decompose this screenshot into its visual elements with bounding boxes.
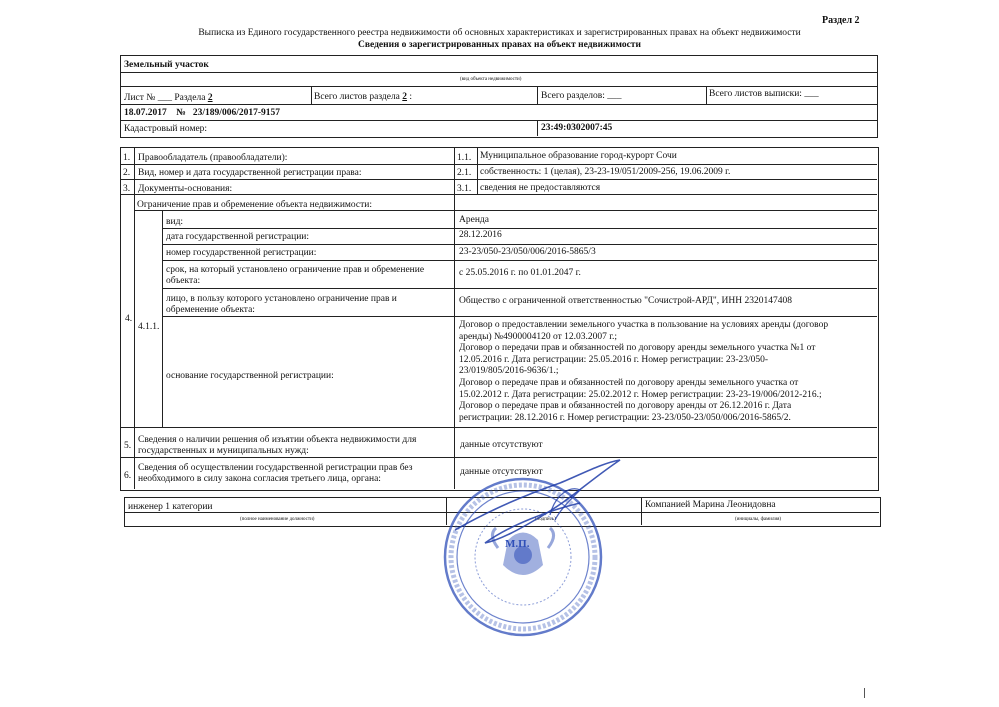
seal-label: М.П. <box>505 538 530 550</box>
row-1-sub: 1.1. <box>457 153 472 163</box>
extract-date-number: 18.07.2017 № 23/189/006/2017-9157 <box>124 108 281 118</box>
object-type-caption: (вид объекта недвижимости) <box>460 77 522 82</box>
row-2-number: 2. <box>123 168 131 178</box>
row-1-value: Муниципальное образование город-курорт Сочи <box>480 151 677 161</box>
signature-caption: (подпись) <box>535 517 556 522</box>
beneficiary-label: лицо, в пользу которого установлено ограничение прав и обременение объекта: <box>166 294 397 315</box>
row-6-value: данные отсутствуют <box>460 467 543 477</box>
total-sections: Всего разделов: ___ <box>541 91 622 101</box>
position-caption: (полное наименование должности) <box>240 517 315 522</box>
row-4-sub: 4.1.1. <box>138 322 160 332</box>
name-caption: (инициалы, фамилия) <box>735 517 782 522</box>
reg-number-label: номер государственной регистрации: <box>166 248 317 258</box>
signer-position: инженер 1 категории <box>128 502 213 512</box>
row-5-value: данные отсутствуют <box>460 440 543 450</box>
row-6-label: Сведения об осуществлении государственной регистрации прав без необходимого в силу закона согласия третьего лица, органа: <box>138 463 413 484</box>
cadastral-label: Кадастровый номер: <box>124 124 208 134</box>
row-4-number: 4. <box>125 314 133 324</box>
document-subtitle: Сведения о зарегистрированных правах на объект недвижимости <box>358 40 641 50</box>
term-value: с 25.05.2016 г. по 01.01.2047 г. <box>459 268 581 278</box>
row-3-label: Документы-основания: <box>138 184 233 194</box>
kind-label: вид: <box>166 217 184 227</box>
encumbrance-title: Ограничение прав и обременение объекта недвижимости: <box>137 200 372 210</box>
total-sheets: Всего листов выписки: ___ <box>709 89 819 99</box>
row-2-sub: 2.1. <box>457 168 472 178</box>
handwritten-signature <box>430 455 630 550</box>
object-type: Земельный участок <box>124 60 209 70</box>
document-title: Выписка из Единого государственного реестра недвижимости об основных характеристиках и зарегистрированных правах на объект недвижимости <box>198 28 801 38</box>
cadastral-number: 23:49:0302007:45 <box>541 123 613 133</box>
row-1-label: Правообладатель (правообладатели): <box>138 153 288 163</box>
beneficiary-value: Общество с ограниченной ответственностью "Сочистрой-АРД", ИНН 2320147408 <box>459 296 792 306</box>
kind-value: Аренда <box>459 215 489 225</box>
row-2-label: Вид, номер и дата государственной регистрации права: <box>138 168 362 178</box>
section-label: Раздел 2 <box>822 15 860 26</box>
row-5-label: Сведения о наличии решения об изъятии объекта недвижимости для государственных и муниципальных нужд: <box>138 435 417 456</box>
term-label: срок, на который установлено ограничение прав и обременение объекта: <box>166 265 425 286</box>
row-5-number: 5. <box>124 441 132 451</box>
row-2-value: собственность: 1 (целая), 23-23-19/051/2009-256, 19.06.2009 г. <box>480 167 731 177</box>
row-3-sub: 3.1. <box>457 184 472 194</box>
total-sheets-section: Всего листов раздела 2 : <box>314 92 413 102</box>
reg-number-value: 23-23/050-23/050/006/2016-5865/3 <box>459 247 596 257</box>
sheet-number: Лист № ___ Раздела 2 <box>124 93 213 103</box>
row-3-value: сведения не предоставляются <box>480 183 601 193</box>
basis-value: Договор о предоставлении земельного участка в пользование на условиях аренды (договор аренды) №4900004120 от 12.03.2007 г.; Договор о передачи прав и обязанностей по договору аренды земельного участка №1 от 12.05.2016 г. Дата регистрации: 25.05.2016 г. Номер регистрации: 23-23/050- 23/019/805/2016-9636/1.; Договор о передаче прав и обязанностей по договору аренды земельного участка от 15.02.2012 г. Дата регистрации: 25.02.2012 г. Номер регистрации: 23-23-19/006/2012-216.; Договор о передаче прав и обязанностей по договору аренды от 26.12.2016 г. Дата регистрации: 28.12.2016 г. Номер регистрации: 23-23/050-23/050/006/2016-5865/2. <box>459 320 829 423</box>
row-6-number: 6. <box>124 471 132 481</box>
reg-date-value: 28.12.2016 <box>459 230 502 240</box>
row-1-number: 1. <box>123 153 131 163</box>
reg-date-label: дата государственной регистрации: <box>166 232 310 242</box>
signer-name: Компанией Марина Леонидовна <box>645 500 776 510</box>
row-3-number: 3. <box>123 184 131 194</box>
basis-label: основание государственной регистрации: <box>166 371 334 381</box>
